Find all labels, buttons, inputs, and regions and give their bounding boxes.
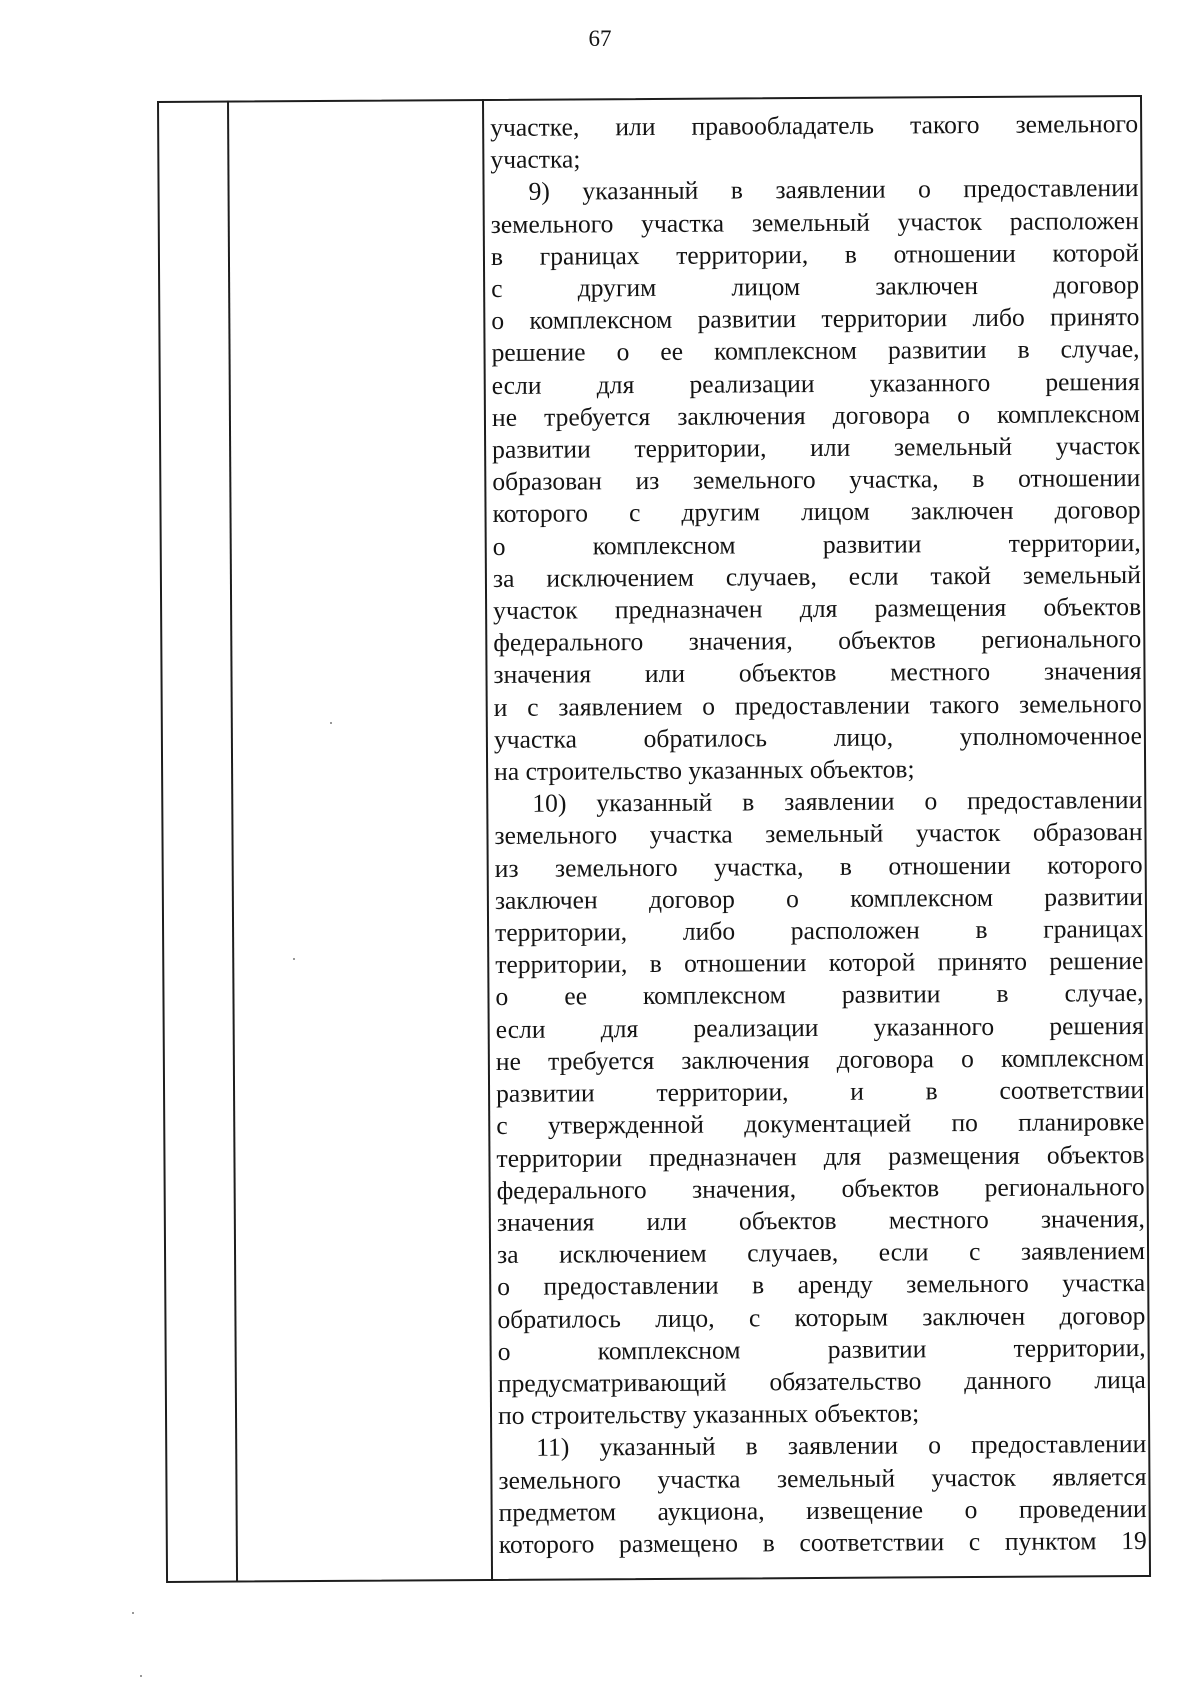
text-line: с утвержденной документацией по планировке (496, 1107, 1145, 1141)
paragraph-p10 (494, 784, 1146, 1432)
text-line: и с заявлением о предоставлении такого земельного (493, 688, 1142, 722)
text-line: если для реализации указанного решения (495, 1010, 1144, 1044)
page-number: 67 (588, 26, 612, 51)
text-line: образован из земельного участка, в отношении (492, 463, 1141, 497)
text-line: 9) указанный в заявлении о предоставлении (528, 173, 1139, 207)
text-line: развитии территории, или земельный участок (492, 431, 1141, 464)
text-line: предусматривающий обязательство данного лица (497, 1364, 1146, 1398)
text-line: обратилось лицо, с которым заключен договор (497, 1300, 1146, 1334)
text-line: не требуется заключения договора о комплексном (495, 1042, 1144, 1076)
paragraph-p-cont (490, 108, 1138, 176)
text-line: участке, или правообладатель такого земельного (490, 109, 1139, 142)
text-line: из земельного участка, в отношении которого (494, 849, 1143, 883)
scan-speck (330, 722, 332, 724)
text-line: о комплексном развитии территории либо принято (491, 302, 1140, 336)
text-line: о ее комплексном развитии в случае, (495, 978, 1144, 1012)
text-line: за исключением случаев, если с заявлением (496, 1236, 1146, 1270)
scan-speck (132, 1612, 134, 1614)
text-line: предметом аукциона, извещение о проведении (498, 1493, 1147, 1527)
text-line: на строительство указанных объектов; (494, 754, 915, 787)
scan-speck (140, 1675, 142, 1677)
text-line: федерального значения, объектов регионального (496, 1171, 1145, 1205)
text-line: территории предназначен для размещения объектов (496, 1139, 1145, 1173)
text-line: 10) указанный в заявлении о предоставлении (532, 785, 1143, 818)
text-line: в границах территории, в отношении которой (490, 237, 1140, 271)
text-line: решение о ее комплексном развитии в случае, (491, 334, 1140, 368)
document-table (157, 95, 1151, 1583)
text-line: о комплексном развитии территории, (492, 527, 1141, 561)
text-line: значения или объектов местного значения (493, 656, 1142, 690)
text-line: развитии территории, и в соответствии (495, 1075, 1145, 1109)
text-line: 11) указанный в заявлении о предоставлении (536, 1429, 1147, 1463)
text-line: федерального значения, объектов регионального (493, 624, 1142, 658)
text-line: которого с другим лицом заключен договор (492, 495, 1141, 529)
scan-speck (293, 958, 295, 960)
text-line: участка обратилось лицо, уполномоченное (493, 720, 1142, 754)
text-line: земельного участка земельный участок является (498, 1461, 1147, 1495)
text-line: территории, либо расположен в границах (494, 914, 1144, 948)
paragraph-p11 (498, 1428, 1147, 1561)
text-line: земельного участка земельный участок расположен (490, 205, 1139, 239)
text-line: которого размещено в соответствии с пунктом 19 (498, 1525, 1147, 1559)
text-line: за исключением случаев, если такой земельный (492, 559, 1141, 593)
text-line: значения или объектов местного значения, (496, 1203, 1145, 1237)
paragraph-p9 (490, 172, 1142, 788)
text-line: участка; (490, 144, 581, 175)
text-line: территории, в отношении которой принято решение (495, 946, 1144, 980)
text-line: о комплексном развитии территории, (497, 1332, 1146, 1366)
text-column (490, 108, 1147, 1561)
text-line: не требуется заключения договора о комплексном (491, 398, 1141, 432)
text-line: участок предназначен для размещения объектов (493, 592, 1142, 626)
text-line: о предоставлении в аренду земельного участка (497, 1268, 1146, 1302)
text-line: заключен договор о комплексном развитии (494, 881, 1143, 915)
text-line: по строительству указанных объектов; (497, 1398, 920, 1431)
text-line: с другим лицом заключен договор (491, 270, 1140, 303)
text-line: если для реализации указанного решения (491, 366, 1140, 400)
text-line: земельного участка земельный участок образован (494, 817, 1143, 851)
